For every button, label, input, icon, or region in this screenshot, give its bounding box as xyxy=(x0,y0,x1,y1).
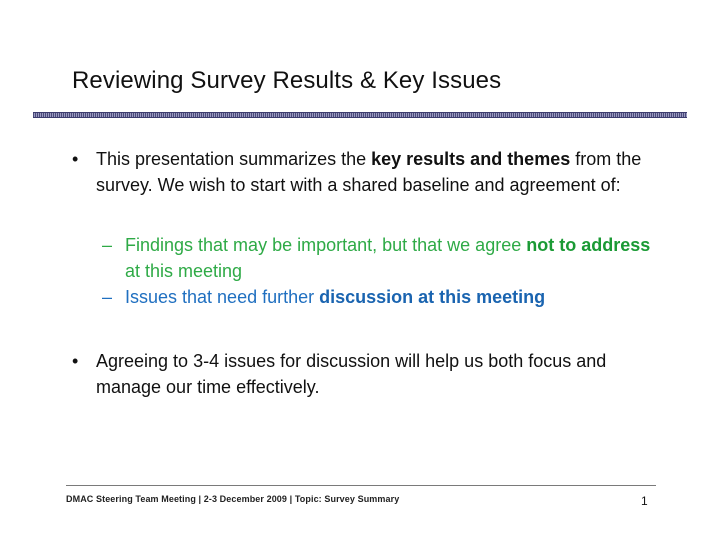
page-number: 1 xyxy=(641,494,648,508)
sub-bullet-item xyxy=(72,284,662,310)
sub-bullet-text-bold: discussion at this meeting xyxy=(319,287,546,307)
sub-bullet-marker: – xyxy=(102,287,113,307)
bullet-marker: • xyxy=(72,149,79,169)
bullet-text-post: from the survey. We wish to start with a shared baseline and agreement of: xyxy=(96,149,642,195)
bullet-marker: • xyxy=(72,351,79,371)
sub-bullet-text-bold: not to address xyxy=(526,235,651,255)
slide-body xyxy=(72,146,662,400)
bullet-text-bold: key results and themes xyxy=(371,149,571,169)
title-divider xyxy=(33,112,687,118)
bullet-item xyxy=(72,348,662,400)
footer-divider xyxy=(66,485,656,486)
bullet-text-pre: This presentation summarizes the xyxy=(96,149,372,169)
slide-footer: DMAC Steering Team Meeting | 2-3 December 2009 | Topic: Survey Summary xyxy=(66,494,400,504)
sub-bullet-text-pre: Issues that need further xyxy=(125,287,320,307)
slide-title: Reviewing Survey Results & Key Issues xyxy=(72,67,502,94)
bullet-item xyxy=(72,146,662,198)
bullet-text: Agreeing to 3-4 issues for discussion will help us both focus and manage our time effectively. xyxy=(96,351,607,397)
sub-bullet-text-post: at this meeting xyxy=(125,261,243,281)
sub-bullet-item xyxy=(72,232,662,284)
sub-bullet-text-pre: Findings that may be important, but that we agree xyxy=(125,235,527,255)
sub-bullet-marker: – xyxy=(102,235,113,255)
